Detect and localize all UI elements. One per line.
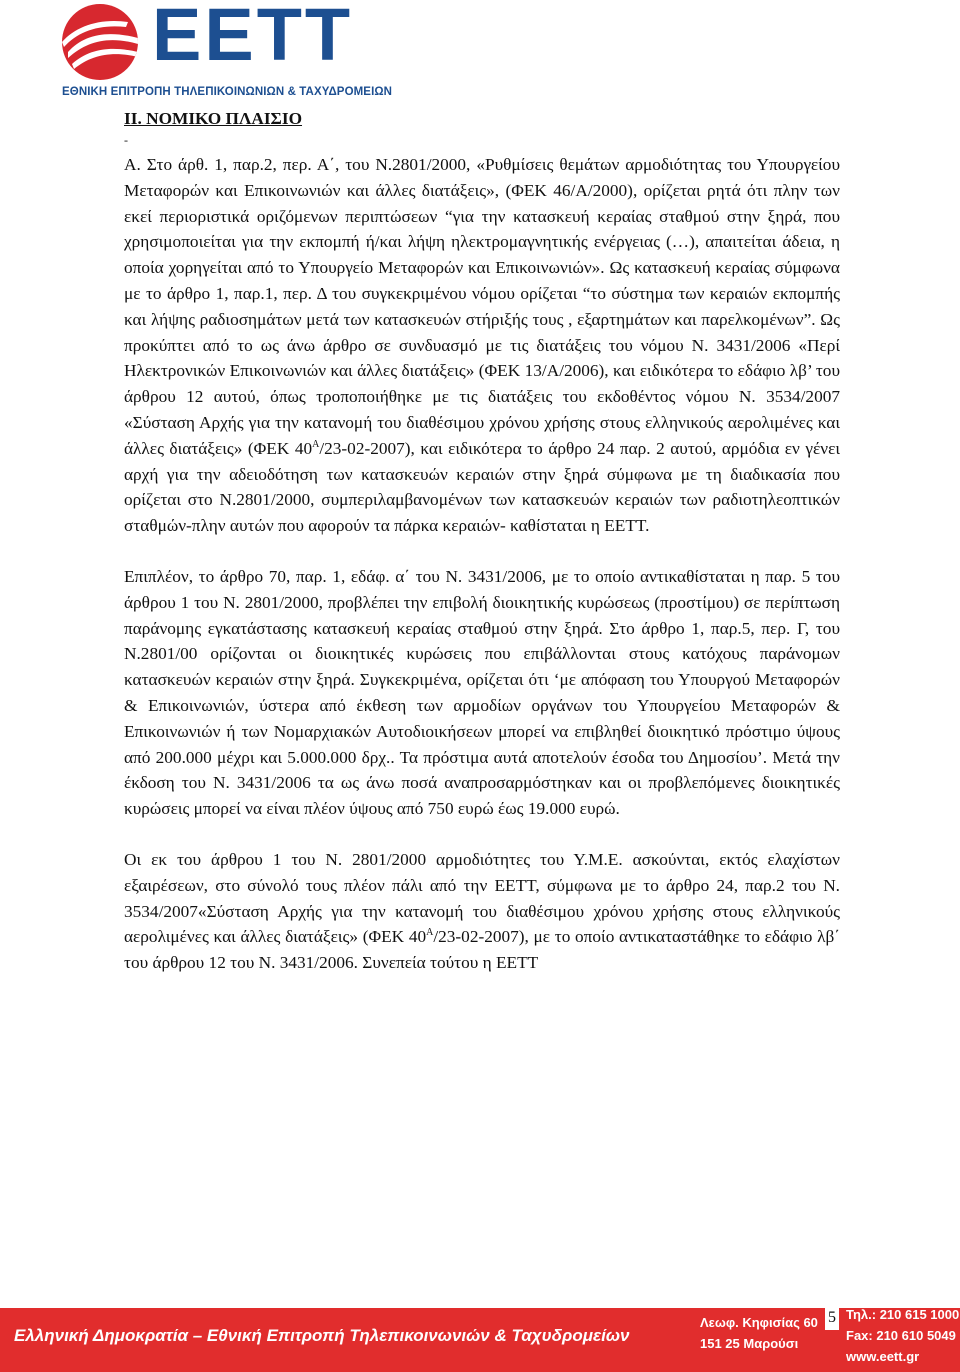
paragraph-text: /23-02-2007), και ειδικότερα το άρθρο 24 παρ. 2 αυτού, αρμόδια εν γένει αρχή για την αδειοδότηση των κατασκευών κεραιών στην ξηρά σύμφωνα με τη διαδικασία που ορίζεται στο Ν.2801/2000, συμπεριλαμβανομένων των κατασκευών κεραιών των ραδιοτηλεοπτικών σταθμών-πλην αυτών που αφορούν τα πάρκα κεραιών- καθίσταται η ΕΕΤΤ.	[124, 438, 840, 536]
paragraph-text: Α. Στο άρθ. 1, παρ.2, περ. Α΄, του Ν.2801/2000, «Ρυθμίσεις θεμάτων αρμοδιότητας του Υπουργείου Μεταφορών και Επικοινωνιών και άλλες διατάξεις», (ΦΕΚ 46/Α/2000), ορίζεται ρητά ότι πλην των εκεί περιοριστικά οριζόμενων περιπτώσεων “για την κατασκευή κεραίας σταθμού στην ξηρά, που χρησιμοποιείται για την εκπομπή ή/και λήψη ηλεκτρομαγνητικής ενέργειας (…), απαιτείται άδεια, η οποία χορηγείται από το Υπουργείο Μεταφορών και Επικοινωνιών». Ως κατασκευή κεραίας σύμφωνα με το άρθρο 1, παρ.1, περ. Δ του συγκεκριμένου νόμου ορίζεται “το σύστημα των κεραιών εκπομπής και λήψης ραδιοσημάτων μετά των κατασκευών στήριξής τους , εξαρτημάτων και παρελκομένων”. Ως προκύπτει από το ως άνω άρθρο σε συνδυασμό με τις διατάξεις του νόμου Ν. 3431/2006 «Περί Ηλεκτρονικών Επικοινωνιών και άλλες διατάξεις» (ΦΕΚ 13/Α/2006), και ειδικότερα το εδάφιο λβ’ του άρθρου 12 αυτού, όπως τροποποιήθηκε με τις διατάξεις του εκδοθέντος νόμου Ν. 3534/2007 «Σύσταση Αρχής για την κατανομή του διαθέσιμου χρόνου χρήσης στους ελληνικούς αερολιμένες και άλλες διατάξεις» (ΦΕΚ 40	[124, 155, 840, 458]
footer-address	[700, 1312, 818, 1354]
paragraph-text: Οι εκ του άρθρου 1 του Ν. 2801/2000 αρμοδιότητες του Υ.Μ.Ε. ασκούνται, εκτός ελαχίστων εξαιρέσεων, στο σύνολό τους πλέον πάλι από την ΕΕΤΤ, σύμφωνα με το άρθρο 24, παρ.2 του Ν. 3534/2007«Σύσταση Αρχής για την κατανομή του διαθέσιμου χρόνου χρήσης στους ελληνικούς αερολιμένες και άλλες διατάξεις» (ΦΕΚ 40	[124, 849, 840, 947]
logo-subtitle: ΕΘΝΙΚΗ ΕΠΙΤΡΟΠΗ ΤΗΛΕΠΙΚΟΙΝΩΝΙΩΝ & ΤΑΧΥΔΡΟΜΕΙΩΝ	[62, 86, 393, 98]
address-city: 151 25 Μαρούσι	[700, 1336, 799, 1351]
eett-logo	[62, 0, 462, 104]
contact-phone: Τηλ.: 210 615 1000	[846, 1307, 960, 1322]
superscript: Α	[426, 927, 434, 939]
section-title: ΙΙ. ΝΟΜΙΚΟ ΠΛΑΙΣΙΟ	[124, 109, 303, 128]
page-number: 5	[825, 1306, 839, 1330]
footer-contact	[846, 1304, 959, 1367]
address-street: Λεωφ. Κηφισίας 60	[700, 1315, 818, 1330]
superscript: Α	[312, 439, 320, 450]
contact-website: www.eett.gr	[846, 1349, 920, 1364]
paragraph-sanctions: Επιπλέον, το άρθρο 70, παρ. 1, εδάφ. α΄ του Ν. 3431/2006, με το οποίο αντικαθίσταται η παρ. 5 του άρθρου 1 του Ν. 2801/2000, προβλέπει την επιβολή διοικητικής κυρώσεως (προστίμου) σε περίπτωση παράνομης εγκατάστασης κατασκευή κεραίας σταθμού στην ξηρά. Στο άρθρο 1, παρ.5, περ. Γ, του Ν.2801/00 ορίζονται οι διοικητικές κυρώσεις που επιβάλλονται στους κατόχους παράνομων κατασκευών κεραιών στην ξηρά. Συγκεκριμένα, ορίζεται ότι ‘με απόφαση του Υπουργού Μεταφορών & Επικοινωνιών, ύστερα από έκθεση των αρμοδίων οργάνων του Υπουργείου Μεταφορών & Επικοινωνιών ή των Νομαρχιακών Αυτοδιοικήσεων μπορεί να επιβληθεί διοικητικό πρόστιμο ύψους από 200.000 μέχρι και 5.000.000 δρχ.. Τα πρόστιμα αυτά αποτελούν έσοδα του Δημοσίου’. Μετά την έκδοση του Ν. 3431/2006 τα ως άνω ποσά αναπροσαρμόστηκαν και οι προβλεπόμενες διοικητικές κυρώσεις μπορεί να είναι πλέον ύψους από 750 ευρώ έως 19.000 ευρώ.	[124, 566, 840, 819]
logo-emblem-icon	[62, 4, 138, 80]
paragraph-text: /23-02-2007), με το οποίο αντικαταστάθηκε το εδάφιο λβ΄ του άρθρου 12 του Ν. 3431/2006. Συνεπεία τούτου η ΕΕΤΤ	[124, 927, 840, 973]
dash-marker: -	[124, 133, 128, 147]
paragraph-legal-framework	[124, 152, 840, 539]
document-body	[124, 106, 840, 976]
paragraph-competences	[124, 847, 840, 976]
logo-wordmark: ΕΕΤΤ	[152, 0, 354, 76]
footer-tagline: Ελληνική Δημοκρατία – Εθνική Επιτροπή Τηλεπικοινωνιών & Ταχυδρομείων	[14, 1326, 630, 1345]
contact-fax: Fax: 210 610 5049	[846, 1328, 956, 1343]
page-footer	[0, 1292, 960, 1372]
